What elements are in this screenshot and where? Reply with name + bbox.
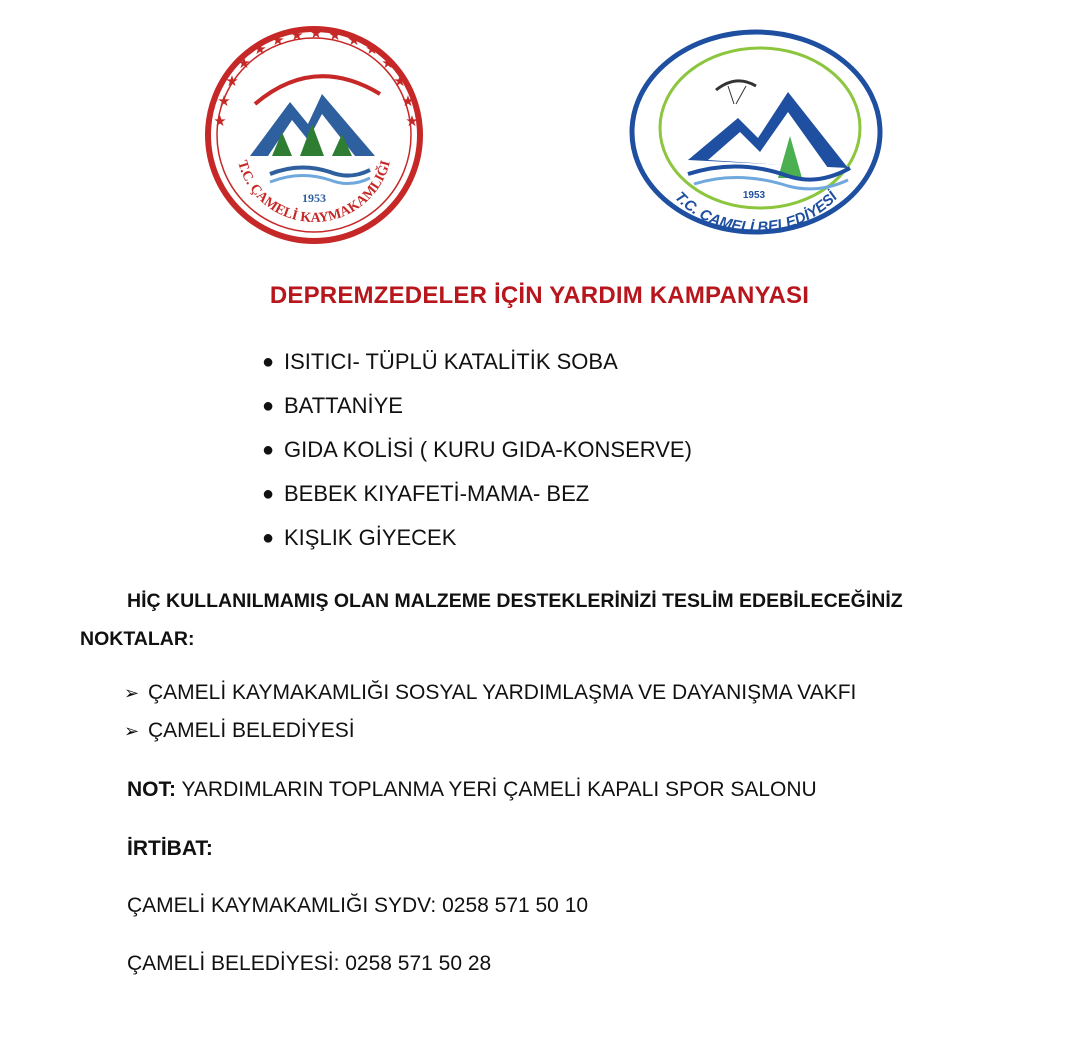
svg-text:★: ★: [393, 72, 407, 90]
note-line: [127, 778, 817, 802]
svg-text:★: ★: [271, 31, 285, 49]
bullet-icon: ●: [262, 439, 275, 461]
intro-line-1: HİÇ KULLANILMAMIŞ OLAN MALZEME DESTEKLERİNİZİ TESLİM EDEBİLECEĞİNİZ: [127, 590, 903, 612]
bullet-icon: ●: [262, 483, 275, 505]
svg-text:★: ★: [328, 26, 342, 44]
left-logo-year: 1953: [302, 191, 326, 205]
right-logo-year: 1953: [742, 190, 766, 201]
svg-text:★: ★: [237, 54, 251, 72]
contact-label: İRTİBAT:: [127, 837, 213, 860]
contact-line-kaymakamlik: ÇAMELİ KAYMAKAMLIĞI SYDV: 0258 571 50 10: [127, 894, 589, 917]
list-item: ➢ ÇAMELİ KAYMAKAMLIĞI SOSYAL YARDIMLAŞMA VE DAYANIŞMA VAKFI: [124, 678, 856, 716]
bullet-icon: ●: [262, 351, 275, 373]
svg-text:★: ★: [225, 72, 239, 90]
note-label: NOT:: [127, 778, 176, 801]
list-item: ➢ ÇAMELİ BELEDİYESİ: [124, 716, 856, 754]
dropoff-intro: [80, 582, 1040, 658]
list-item: ● KIŞLIK GİYECEK: [262, 522, 692, 566]
svg-text:★: ★: [290, 26, 304, 44]
list-item: ● BATTANİYE: [262, 390, 692, 434]
svg-text:★: ★: [405, 112, 419, 130]
svg-text:★: ★: [213, 112, 227, 130]
dropoff-points-list: [124, 678, 856, 754]
bullet-icon: ●: [262, 395, 275, 417]
svg-text:★: ★: [309, 24, 323, 42]
bullet-icon: ●: [262, 527, 275, 549]
note-text: YARDIMLARIN TOPLANMA YERİ ÇAMELİ KAPALI SPOR SALONU: [176, 778, 817, 801]
left-logo-ring-text: T.C. ÇAMELİ KAYMAKAMLIĞI: [234, 158, 394, 227]
svg-text:★: ★: [381, 54, 395, 72]
arrow-bullet-icon: ➢: [124, 683, 140, 703]
kaymakamlik-seal-logo: [200, 24, 428, 246]
intro-line-2: NOKTALAR:: [80, 628, 195, 650]
svg-text:★: ★: [217, 92, 231, 110]
svg-text:★: ★: [253, 40, 267, 58]
svg-text:★: ★: [365, 40, 379, 58]
svg-text:★: ★: [347, 31, 361, 49]
contact-line-belediye: ÇAMELİ BELEDİYESİ: 0258 571 50 28: [127, 952, 492, 975]
donation-items-list: [262, 346, 692, 566]
belediye-logo: [628, 28, 884, 240]
right-logo-ring-text: T.C. ÇAMELİ BELEDİYESİ: [671, 188, 841, 237]
list-item: ● BEBEK KIYAFETİ-MAMA- BEZ: [262, 478, 692, 522]
list-item: ● ISITICI- TÜPLÜ KATALİTİK SOBA: [262, 346, 692, 390]
campaign-title: DEPREMZEDELER İÇİN YARDIM KAMPANYASI: [269, 282, 810, 309]
list-item: ● GIDA KOLİSİ ( KURU GIDA-KONSERVE): [262, 434, 692, 478]
svg-text:★: ★: [401, 92, 415, 110]
arrow-bullet-icon: ➢: [124, 721, 140, 741]
